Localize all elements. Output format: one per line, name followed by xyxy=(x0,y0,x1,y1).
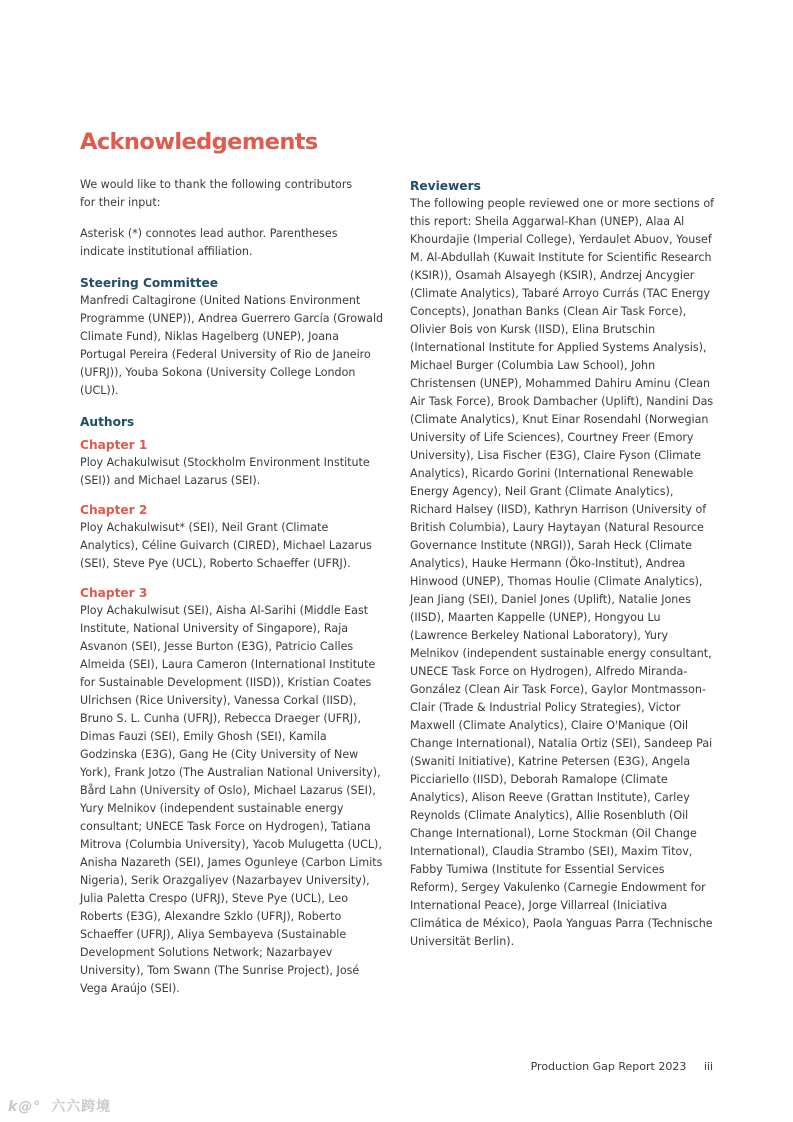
page-title: Acknowledgements xyxy=(80,129,318,155)
authors-section xyxy=(80,413,385,998)
watermark xyxy=(8,1096,111,1116)
intro-thanks: We would like to thank the following contributors for their input: xyxy=(80,178,353,209)
page-number: iii xyxy=(703,1060,713,1073)
intro-asterisk-note: Asterisk (*) connotes lead author. Parentheses indicate institutional affiliation. xyxy=(80,227,338,258)
chapter-2-heading: Chapter 2 xyxy=(80,503,148,517)
reviewers-heading: Reviewers xyxy=(410,179,481,193)
right-column xyxy=(410,177,715,951)
chapter-3-heading: Chapter 3 xyxy=(80,586,148,600)
steering-committee-text: Manfredi Caltagirone (United Nations Environment Programme (UNEP)), Andrea Guerrero García (Growald Climate Fund), Niklas Hagelberg (UNEP), Joana Portugal Pereira (Federal University of Rio de Janeiro (UFRJ)), Youba Sokona (University College London (UCL)). xyxy=(80,294,384,397)
watermark-text: 六六跨境 xyxy=(51,1099,112,1115)
watermark-logo: k@° xyxy=(8,1099,42,1115)
chapter-2-section xyxy=(80,501,385,573)
authors-heading: Authors xyxy=(80,415,135,429)
left-column xyxy=(80,176,385,1009)
chapter-1-heading: Chapter 1 xyxy=(80,438,148,452)
reviewers-text: The following people reviewed one or more sections of this report: Sheila Aggarwal-Khan (UNEP), Alaa Al Khourdajie (Imperial College), Yerdaulet Abuov, Yousef M. Al-Abdullah (Kuwait Institute for Scientific Research (KSIR)), Osamah Alsayegh (KSIR), Andrzej Ancygier (Climate Analytics), Tabaré Arroyo Currás (TAC Energy Concepts), Jonathan Banks (Clean Air Task Force), Olivier Bois von Kursk (IISD), Elina Brutschin (International Institute for Applied Systems Analysis), Michael Burger (Columbia Law School), John Christensen (UNEP), Mohammed Dahiru Aminu (Clean Air Task Force), Brook Dambacher (Uplift), Nandini Das (Climate Analytics), Knut Einar Rosendahl (Norwegian University of Life Sciences), Courtney Freer (Emory University), Lisa Fischer (E3G), Claire Fyson (Climate Analytics), Ricardo Gorini (International Renewable Energy Agency), Neil Grant (Climate Analytics), Richard Halsey (IISD), Kathryn Harrison (University of British Columbia), Laury Haytayan (Natural Resource Governance Institute (NRGI)), Sarah Heck (Climate Analytics), Hauke Hermann (Öko-Institut), Andrea Hinwood (UNEP), Thomas Houlie (Climate Analytics), Jean Jiang (SEI), Daniel Jones (Uplift), Natalie Jones (IISD), Maarten Kappelle (UNEP), Hongyou Lu (Lawrence Berkeley National Laboratory), Yury Melnikov (independent sustainable energy consultant, UNECE Task Force on Hydrogen), Alfredo Miranda-González (Clean Air Task Force), Gaylor Montmasson-Clair (Trade & Industrial Policy Strategies), Victor Maxwell (Climate Analytics), Claire O'Manique (Oil Change International), Natalia Ortiz (SEI), Sandeep Pai (Swaniti Initiative), Katrine Petersen (E3G), Angela Picciariello (IISD), Deborah Ramalope (Climate Analytics), Alison Reeve (Grattan Institute), Carley Reynolds (Climate Analytics), Allie Rosenbluth (Oil Change International), Lorne Stockman (Oil Change International), Claudia Strambo (SEI), Maxim Titov, Fabby Tumiwa (Institute for Essential Services Reform), Sergey Vakulenko (Carnegie Endowment for International Peace), Jorge Villarreal (Iniciativa Climática de México), Paola Yanguas Parra (Technische Universität Berlin). xyxy=(410,197,715,948)
steering-committee-heading: Steering Committee xyxy=(80,276,219,290)
chapter-3-section xyxy=(80,584,385,998)
chapter-3-authors: Ploy Achakulwisut (SEI), Aisha Al-Sarihi (Middle East Institute, National University of Singapore), Raja Asvanon (SEI), Jesse Burton (E3G), Patricio Calles Almeida (SEI), Laura Cameron (International Institute for Sustainable Development (IISD)), Kristian Coates Ulrichsen (Rice University), Vanessa Corkal (IISD), Bruno S. L. Cunha (UFRJ), Rebecca Draeger (UFRJ), Dimas Fauzi (SEI), Emily Ghosh (SEI), Kamila Godzinska (E3G), Gang He (City University of New York), Frank Jotzo (The Australian National University), Bård Lahn (University of Oslo), Michael Lazarus (SEI), Yury Melnikov (independent sustainable energy consultant; UNECE Task Force on Hydrogen), Tatiana Mitrova (Columbia University), Yacob Mulugetta (UCL), Anisha Nazareth (SEI), James Ogunleye (Carbon Limits Nigeria), Serik Orazgaliyev (Nazarbayev University), Julia Paletta Crespo (UFRJ), Steve Pye (UCL), Leo Roberts (E3G), Alexandre Szklo (UFRJ), Roberto Schaeffer (UFRJ), Aliya Sembayeva (Sustainable Development Solutions Network; Nazarbayev University), Tom Swann (The Sunrise Project), José Vega Araújo (SEI). xyxy=(80,604,383,995)
chapter-2-authors: Ploy Achakulwisut* (SEI), Neil Grant (Climate Analytics), Céline Guivarch (CIRED), Michael Lazarus (SEI), Steve Pye (UCL), Roberto Schaeffer (UFRJ). xyxy=(80,521,372,570)
chapter-1-section xyxy=(80,436,385,490)
page-footer xyxy=(531,1060,713,1073)
chapter-1-authors: Ploy Achakulwisut (Stockholm Environment Institute (SEI)) and Michael Lazarus (SEI). xyxy=(80,456,370,487)
steering-committee-section xyxy=(80,274,385,400)
report-name: Production Gap Report 2023 xyxy=(530,1060,687,1073)
